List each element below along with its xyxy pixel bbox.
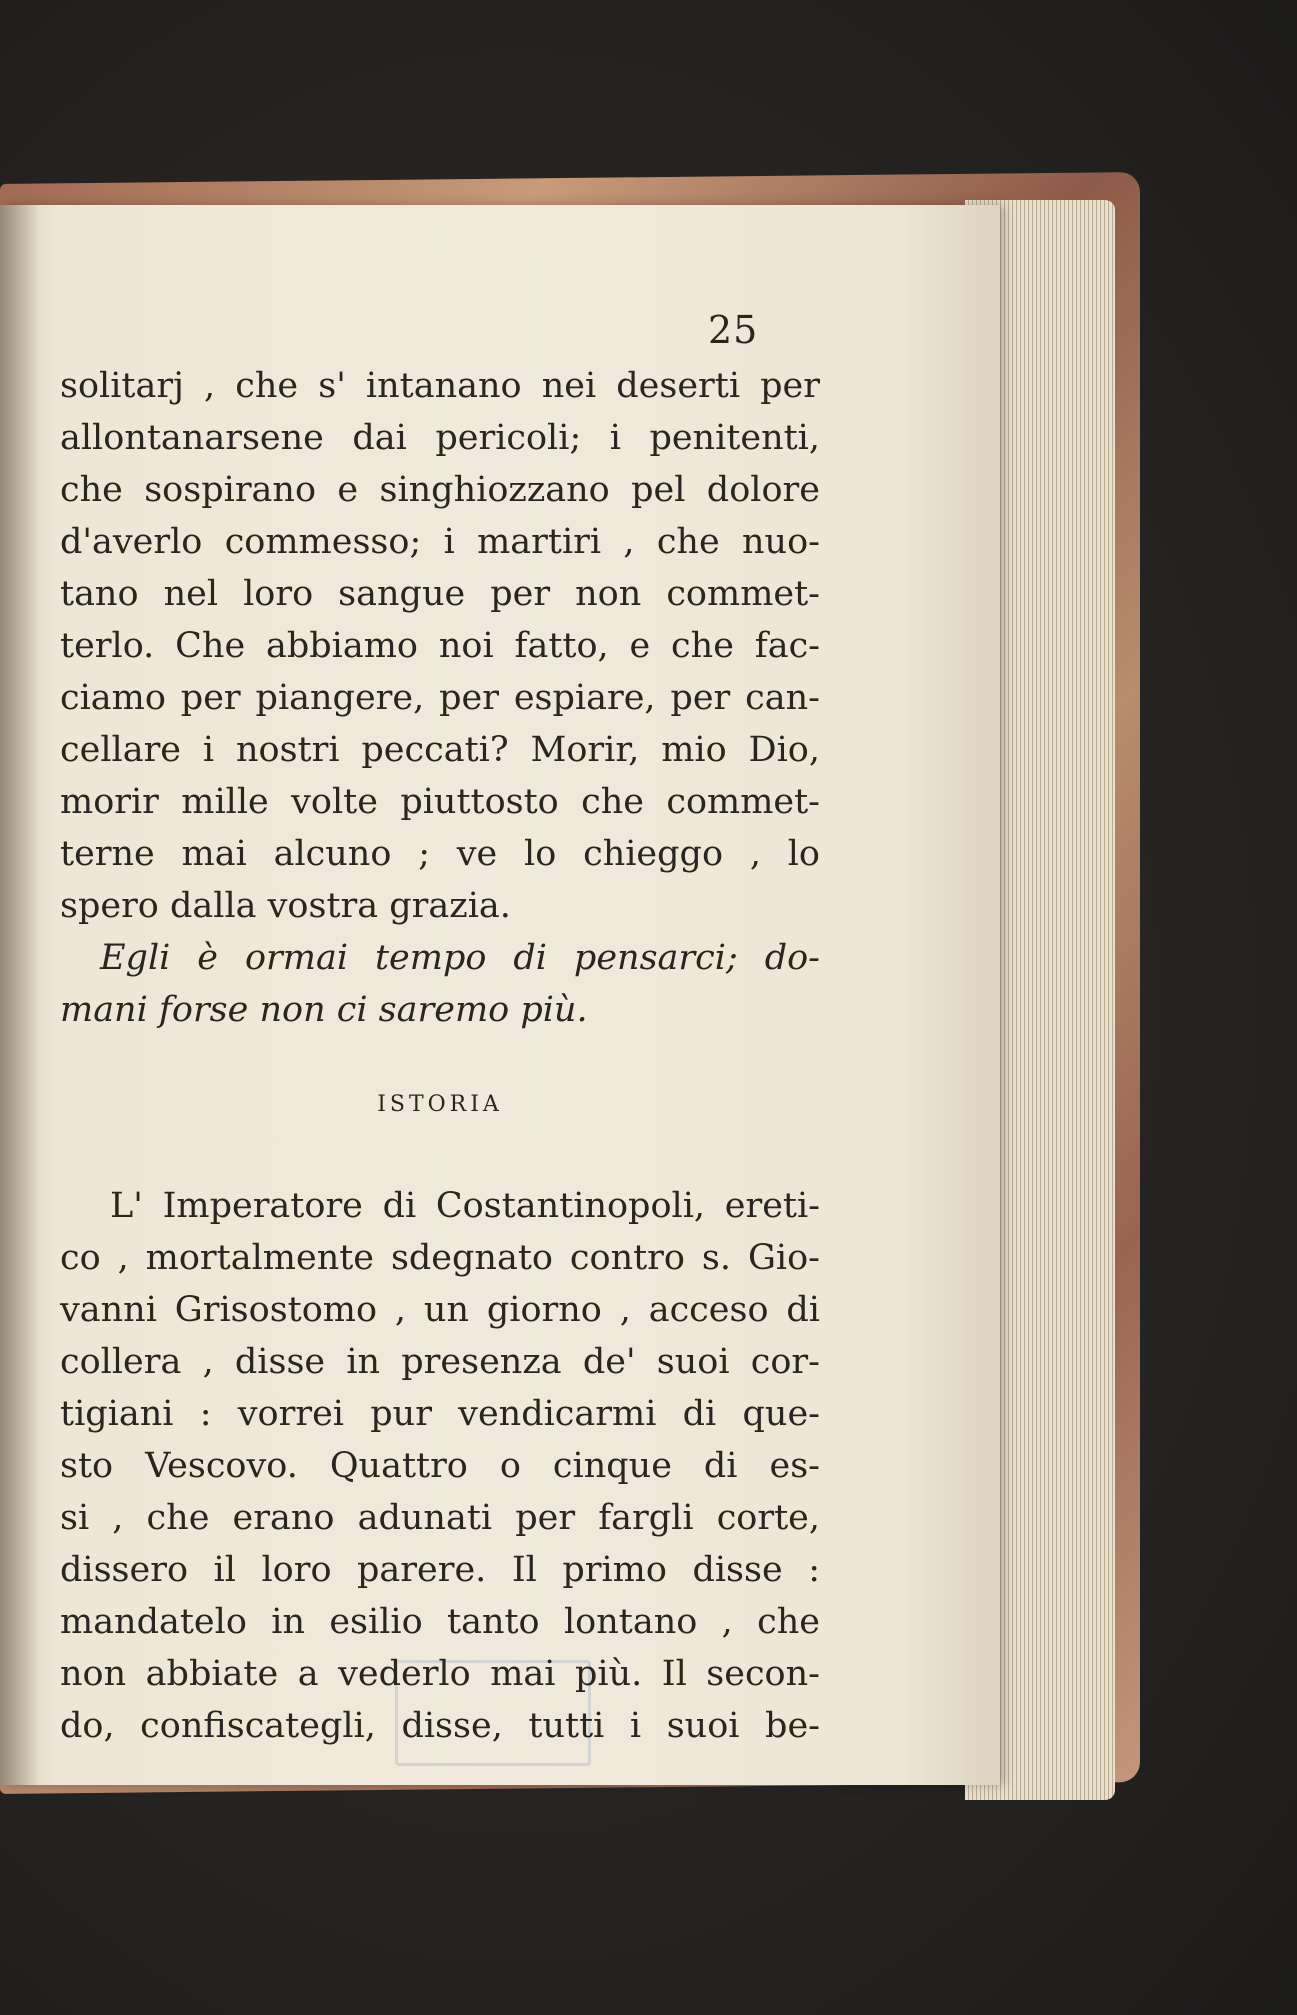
text-line: do, confiscategli, disse, tutti i suoi be- <box>60 1706 820 1746</box>
text-line: solitarj , che s' intanano nei deserti per <box>60 366 820 406</box>
text-line: mandatelo in esilio tanto lontano , che <box>60 1602 820 1642</box>
text-line: vanni Grisostomo , un giorno , acceso di <box>60 1290 820 1330</box>
page-number: 25 <box>708 308 759 352</box>
text-line: morir mille volte piuttosto che commet- <box>60 782 820 822</box>
text-line: L' Imperatore di Costantinopoli, ereti- <box>110 1186 820 1226</box>
text-line: tano nel loro sangue per non commet- <box>60 574 820 614</box>
text-line: tigiani : vorrei pur vendicarmi di que- <box>60 1394 820 1434</box>
text-line: si , che erano adunati per fargli corte, <box>60 1498 820 1538</box>
text-line: che sospirano e singhiozzano pel dolore <box>60 470 820 510</box>
section-heading: ISTORIA <box>377 1092 503 1117</box>
text-line: d'averlo commesso; i martiri , che nuo- <box>60 522 820 562</box>
text-line: allontanarsene dai pericoli; i penitenti, <box>60 418 820 458</box>
text-line: terne mai alcuno ; ve lo chieggo , lo <box>60 834 820 874</box>
text-line: cellare i nostri peccati? Morir, mio Dio, <box>60 730 820 770</box>
text-line: terlo. Che abbiamo noi fatto, e che fac- <box>60 626 820 666</box>
text-line: co , mortalmente sdegnato contro s. Gio- <box>60 1238 820 1278</box>
text-line: non abbiate a vederlo mai più. Il secon- <box>60 1654 820 1694</box>
italic-line: mani forse non ci saremo più. <box>60 990 588 1030</box>
text-line: dissero il loro parere. Il primo disse : <box>60 1550 820 1590</box>
text-line: spero dalla vostra grazia. <box>60 886 511 926</box>
text-line: collera , disse in presenza de' suoi cor- <box>60 1342 820 1382</box>
italic-line: Egli è ormai tempo di pensarci; do- <box>100 938 820 978</box>
text-line: ciamo per piangere, per espiare, per can- <box>60 678 820 718</box>
text-line: sto Vescovo. Quattro o cinque di es- <box>60 1446 820 1486</box>
spine-shadow <box>0 205 40 1785</box>
